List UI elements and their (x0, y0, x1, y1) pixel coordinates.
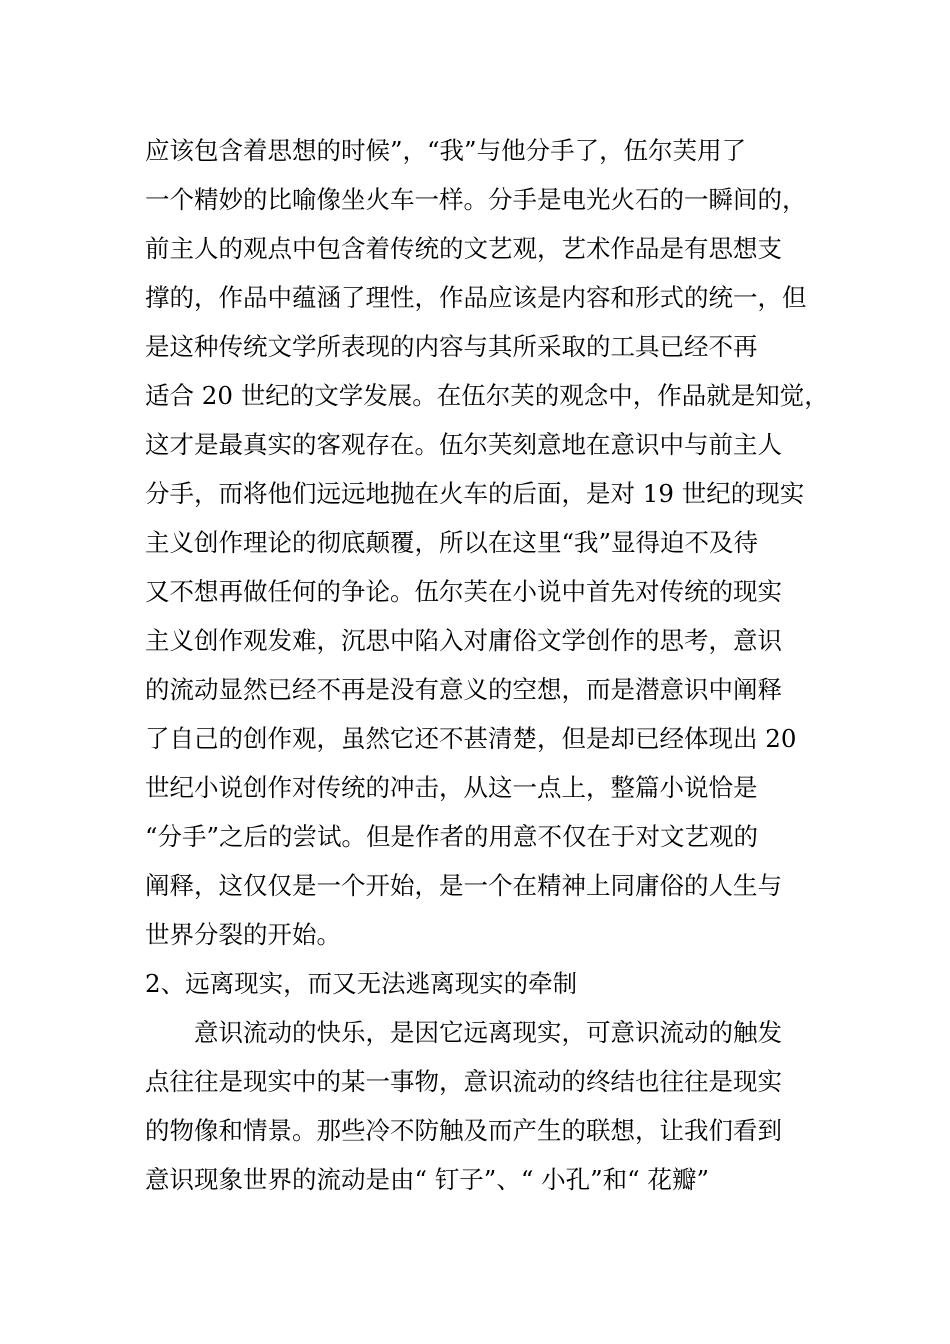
text-line: 阐释，这仅仅是一个开始，是一个在精神上同庸俗的人生与 (145, 871, 782, 900)
text-line: 这才是最真实的客观存在。伍尔芙刻意地在意识中与前主人 (145, 430, 782, 459)
text-line: 世界分裂的开始。 (145, 920, 341, 949)
text-line: 的流动显然已经不再是没有意义的空想，而是潜意识中阐释 (145, 675, 782, 704)
text-line: 应该包含着思想的时候”，“我”与他分手了，伍尔芙用了 (145, 136, 747, 165)
text-line: “分手”之后的尝试。但是作者的用意不仅在于对文艺观的 (145, 822, 759, 851)
text-line: 是这种传统文学所表现的内容与其所采取的工具已经不再 (145, 332, 758, 361)
body-text (145, 126, 829, 1204)
text-line: 前主人的观点中包含着传统的文艺观，艺术作品是有思想支 (145, 234, 782, 263)
text-line: 又不想再做任何的争论。伍尔芙在小说中首先对传统的现实 (145, 577, 782, 606)
text-line: 世纪小说创作对传统的冲击，从这一点上，整篇小说恰是 (145, 773, 758, 802)
text-line: 撑的，作品中蕴涵了理性，作品应该是内容和形式的统一，但 (145, 283, 807, 312)
text-line: 分手，而将他们远远地抛在火车的后面，是对 19 世纪的现实 (145, 479, 805, 508)
text-line: 点往往是现实中的某一事物，意识流动的终结也往往是现实 (145, 1067, 782, 1096)
text-line: 一个精妙的比喻像坐火车一样。分手是电光火石的一瞬间的， (145, 185, 807, 214)
text-line: 了自己的创作观，虽然它还不甚清楚，但是却已经体现出 20 (145, 724, 797, 753)
text-line: 适合 20 世纪的文学发展。在伍尔芙的观念中，作品就是知觉， (145, 381, 829, 410)
paragraph-2 (145, 1008, 825, 1204)
text-line: 意识现象世界的流动是由“ 钉子”、“ 小孔”和“ 花瓣” (145, 1165, 710, 1194)
paragraph-1 (145, 126, 829, 959)
section-heading: 2、远离现实，而又无法逃离现实的牵制 (145, 969, 578, 998)
text-line: 主义创作理论的彻底颠覆，所以在这里“我”显得迫不及待 (145, 528, 759, 557)
text-line: 主义创作观发难，沉思中陷入对庸俗文学创作的思考，意识 (145, 626, 782, 655)
text-line: 意识流动的快乐，是因它远离现实，可意识流动的触发 (194, 1018, 782, 1047)
text-line: 的物像和情景。那些冷不防触及而产生的联想，让我们看到 (145, 1116, 782, 1145)
